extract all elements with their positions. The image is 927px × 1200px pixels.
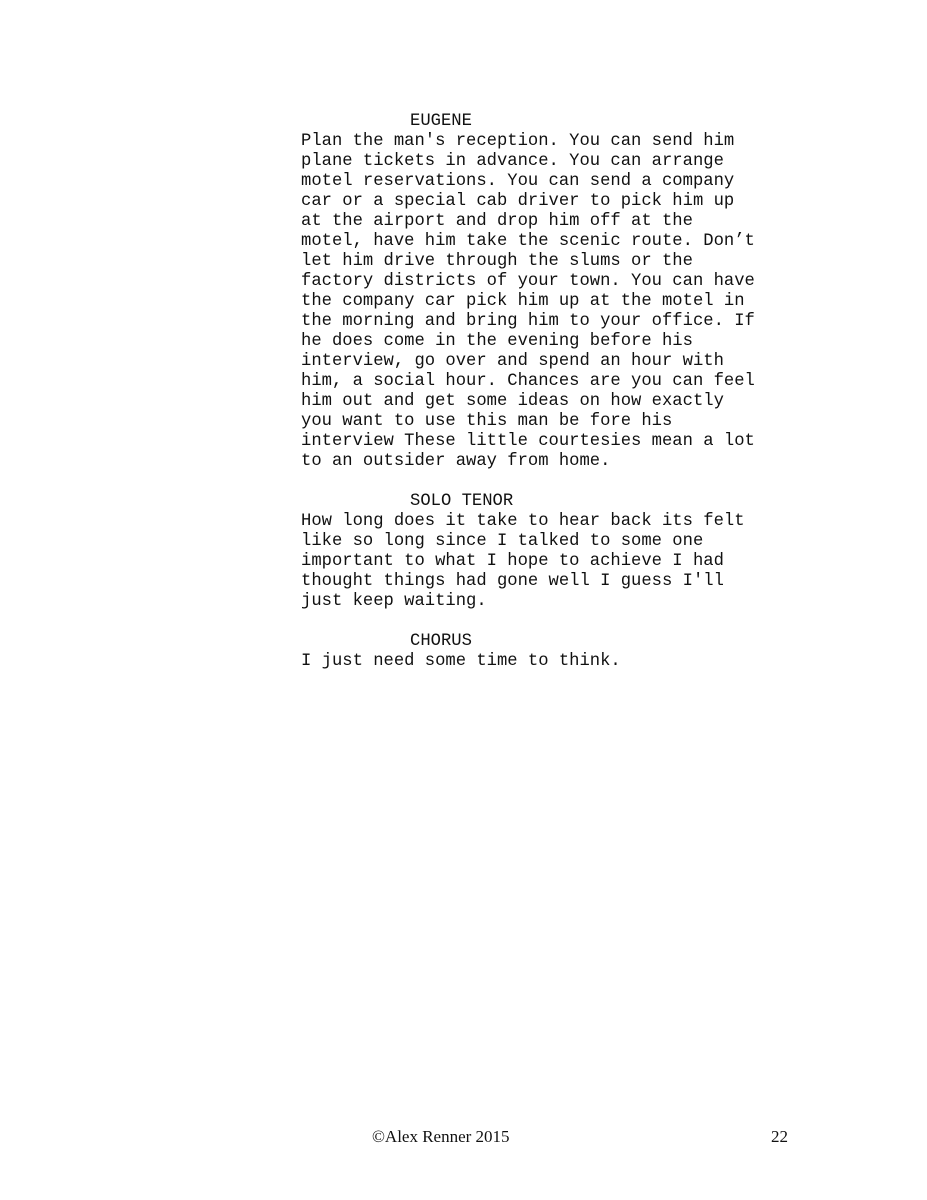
dialogue-line: at the airport and drop him off at the [301, 212, 693, 231]
dialogue-line: plane tickets in advance. You can arrange [301, 152, 724, 171]
dialogue-line: thought things had gone well I guess I'll [301, 572, 724, 591]
dialogue-line: just keep waiting. [301, 592, 487, 611]
dialogue-line: I just need some time to think. [301, 652, 621, 671]
dialogue-line: like so long since I talked to some one [301, 532, 704, 551]
dialogue-block-solo-tenor [301, 492, 821, 612]
dialogue-line: How long does it take to hear back its felt [301, 512, 745, 531]
dialogue-line: let him drive through the slums or the [301, 252, 693, 271]
dialogue-line: motel reservations. You can send a company [301, 172, 735, 191]
dialogue-line: important to what I hope to achieve I had [301, 552, 724, 571]
character-name: SOLO TENOR [410, 492, 514, 511]
dialogue-line: he does come in the evening before his [301, 332, 693, 351]
dialogue-line: interview, go over and spend an hour with [301, 352, 724, 371]
dialogue-line: car or a special cab driver to pick him up [301, 192, 735, 211]
copyright-notice: ©Alex Renner 2015 [372, 1127, 510, 1146]
dialogue-line: motel, have him take the scenic route. Don’t [301, 232, 755, 251]
dialogue-block-eugene [301, 112, 821, 472]
dialogue-line: to an outsider away from home. [301, 452, 611, 471]
dialogue-line: the morning and bring him to your office. If [301, 312, 755, 331]
page-number: 22 [771, 1127, 788, 1146]
dialogue-line: Plan the man's reception. You can send him [301, 132, 735, 151]
dialogue-line: him out and get some ideas on how exactly [301, 392, 724, 411]
dialogue-line: you want to use this man be fore his [301, 412, 673, 431]
dialogue-line: interview These little courtesies mean a lot [301, 432, 755, 451]
dialogue-block-chorus [301, 632, 821, 672]
dialogue-line: the company car pick him up at the motel in [301, 292, 745, 311]
dialogue-line: him, a social hour. Chances are you can feel [301, 372, 755, 391]
character-name: CHORUS [410, 632, 472, 651]
dialogue-line: factory districts of your town. You can have [301, 272, 755, 291]
character-name: EUGENE [410, 112, 472, 131]
script-body [301, 112, 821, 692]
